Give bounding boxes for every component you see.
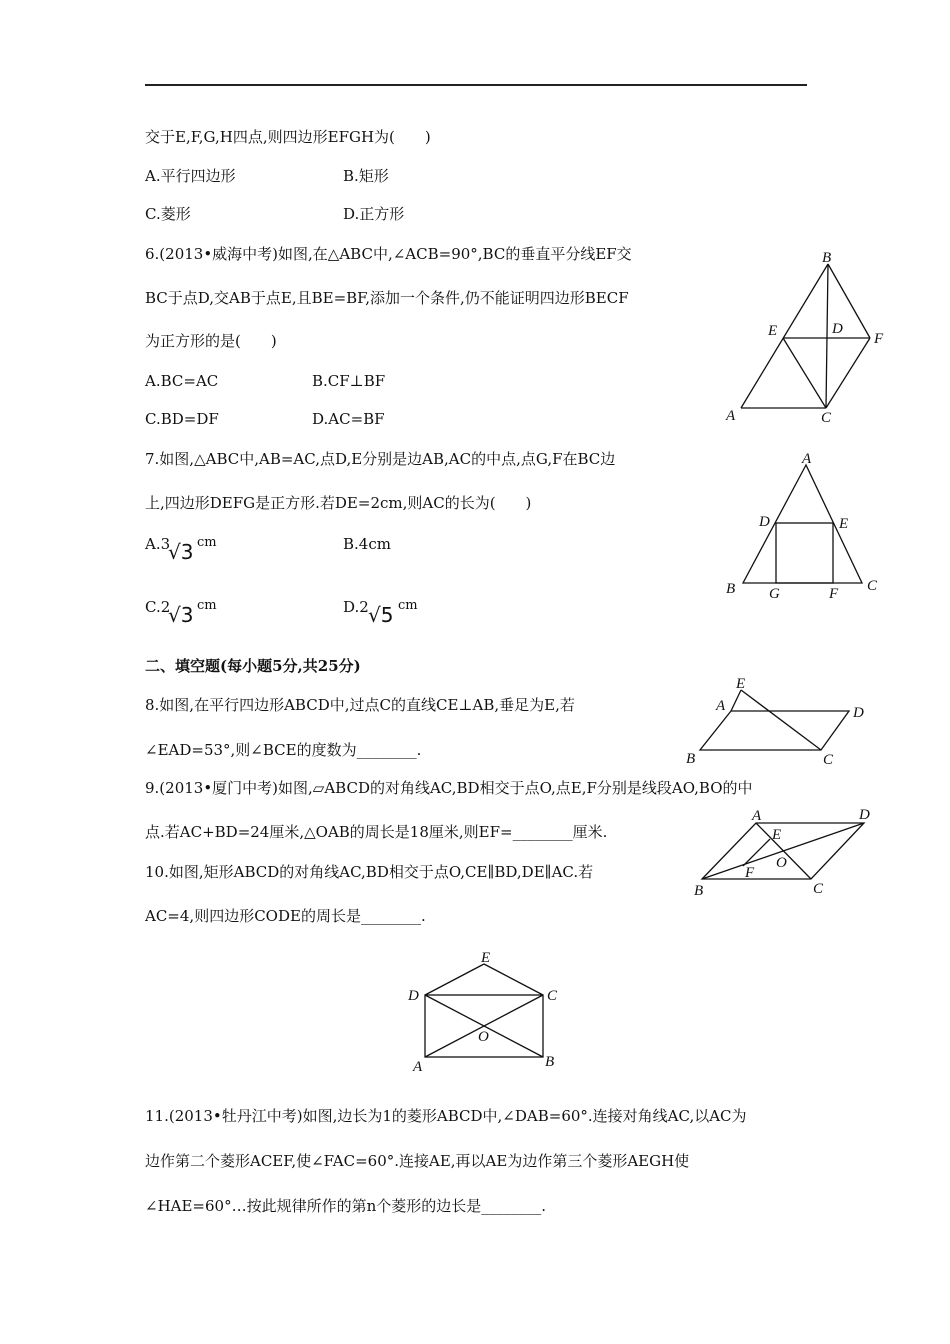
q9-label-c: C	[813, 881, 824, 897]
section-2-title: 二、填空题(每小题5分,共25分)	[145, 657, 361, 675]
q9-label-a: A	[752, 808, 762, 824]
q6-label-a: A	[726, 408, 736, 424]
q9-label-b: B	[694, 883, 704, 899]
q6-label-b: B	[822, 250, 832, 266]
q7-option-a-prefix: A.3	[145, 535, 171, 553]
q6-seg-bc	[826, 264, 828, 408]
q7-figure	[720, 445, 890, 605]
q7-option-c-unit: cm	[197, 598, 217, 613]
q8-parallelogram-abcd	[700, 711, 849, 750]
q7-option-d-radical: √5	[368, 603, 394, 627]
q5-option-b: B.矩形	[343, 167, 389, 185]
q6-option-d: D.AC=BF	[312, 410, 385, 428]
q7-option-a-radical: √3	[168, 540, 194, 564]
q10-label-o: O	[478, 1029, 489, 1045]
q7-line2: 上,四边形DEFG是正方形.若DE=2cm,则AC的长为( )	[145, 494, 532, 512]
q7-square-defg	[776, 523, 833, 583]
q6-seg-ec	[783, 338, 826, 408]
q7-option-c-prefix: C.2	[145, 598, 171, 616]
q5-option-d: D.正方形	[343, 205, 405, 223]
q6-seg-fc	[826, 338, 870, 408]
q11-line1: 11.(2013•牡丹江中考)如图,边长为1的菱形ABCD中,∠DAB=60°.连接对角线AC,以AC为	[145, 1107, 747, 1125]
q6-option-b: B.CF⊥BF	[312, 372, 386, 390]
q7-option-c-radical: √3	[168, 603, 194, 627]
q6-option-a: A.BC=AC	[145, 372, 219, 390]
q10-seg-ce	[484, 964, 543, 995]
q10-line1: 10.如图,矩形ABCD的对角线AC,BD相交于点O,CE∥BD,DE∥AC.若	[145, 863, 594, 881]
q10-label-d: D	[408, 988, 419, 1004]
q7-option-d-prefix: D.2	[343, 598, 369, 616]
q6-label-c: C	[821, 410, 832, 426]
q6-figure	[720, 245, 900, 425]
q10-label-b: B	[545, 1054, 555, 1070]
q6-label-f: F	[874, 331, 884, 347]
q9-label-d: D	[859, 807, 870, 823]
q8-figure	[680, 670, 880, 770]
q10-figure	[400, 945, 570, 1075]
q6-line3: 为正方形的是( )	[145, 332, 277, 350]
q7-option-a-unit: cm	[197, 535, 217, 550]
q11-line2: 边作第二个菱形ACEF,使∠FAC=60°.连接AE,再以AE为边作第三个菱形AEGH使	[145, 1152, 690, 1170]
header-rule	[145, 84, 807, 86]
q7-line1: 7.如图,△ABC中,AB=AC,点D,E分别是边AB,AC的中点,点G,F在BC边	[145, 450, 616, 468]
q8-label-c: C	[823, 752, 834, 768]
q7-label-g: G	[769, 586, 780, 602]
q7-label-a: A	[802, 451, 812, 467]
q7-option-d-unit: cm	[398, 598, 418, 613]
q9-label-f: F	[745, 865, 755, 881]
q9-line1: 9.(2013•厦门中考)如图,▱ABCD的对角线AC,BD相交于点O,点E,F分别是线段AO,BO的中	[145, 779, 753, 797]
q8-label-b: B	[686, 751, 696, 767]
q7-label-e: E	[839, 516, 849, 532]
q7-option-b: B.4cm	[343, 535, 391, 553]
q9-label-e: E	[772, 827, 782, 843]
q8-label-e: E	[736, 676, 746, 692]
q5-option-a: A.平行四边形	[145, 167, 236, 185]
q9-label-o: O	[776, 855, 787, 871]
q10-seg-de	[425, 964, 484, 995]
q9-line2: 点.若AC+BD=24厘米,△OAB的周长是18厘米,则EF=________厘米.	[145, 823, 608, 841]
q8-seg-ec	[741, 690, 821, 750]
q7-label-b: B	[726, 581, 736, 597]
q8-label-a: A	[716, 698, 726, 714]
q7-label-c: C	[867, 578, 878, 594]
q6-seg-ab	[741, 264, 828, 408]
q9-figure	[680, 800, 880, 905]
q8-line1: 8.如图,在平行四边形ABCD中,过点C的直线CE⊥AB,垂足为E,若	[145, 696, 575, 714]
q10-line2: AC=4,则四边形CODE的周长是________.	[145, 907, 426, 925]
q6-label-e: E	[768, 323, 778, 339]
q11-line3: ∠HAE=60°…按此规律所作的第n个菱形的边长是________.	[145, 1197, 547, 1215]
q6-option-c: C.BD=DF	[145, 410, 219, 428]
q8-seg-ea	[731, 690, 741, 711]
q6-line2: BC于点D,交AB于点E,且BE=BF,添加一个条件,仍不能证明四边形BECF	[145, 289, 629, 307]
q7-label-d: D	[759, 514, 770, 530]
q6-label-d: D	[832, 321, 843, 337]
q8-line2: ∠EAD=53°,则∠BCE的度数为________.	[145, 741, 422, 759]
q10-label-e: E	[481, 950, 491, 966]
q9-seg-ef	[743, 839, 770, 866]
q7-label-f: F	[829, 586, 839, 602]
q5-option-c: C.菱形	[145, 205, 191, 223]
q8-label-d: D	[853, 705, 864, 721]
q10-label-a: A	[413, 1059, 423, 1075]
q10-label-c: C	[547, 988, 558, 1004]
q5-stem: 交于E,F,G,H四点,则四边形EFGH为( )	[145, 128, 431, 146]
q6-line1: 6.(2013•威海中考)如图,在△ABC中,∠ACB=90°,BC的垂直平分线EF交	[145, 245, 632, 263]
